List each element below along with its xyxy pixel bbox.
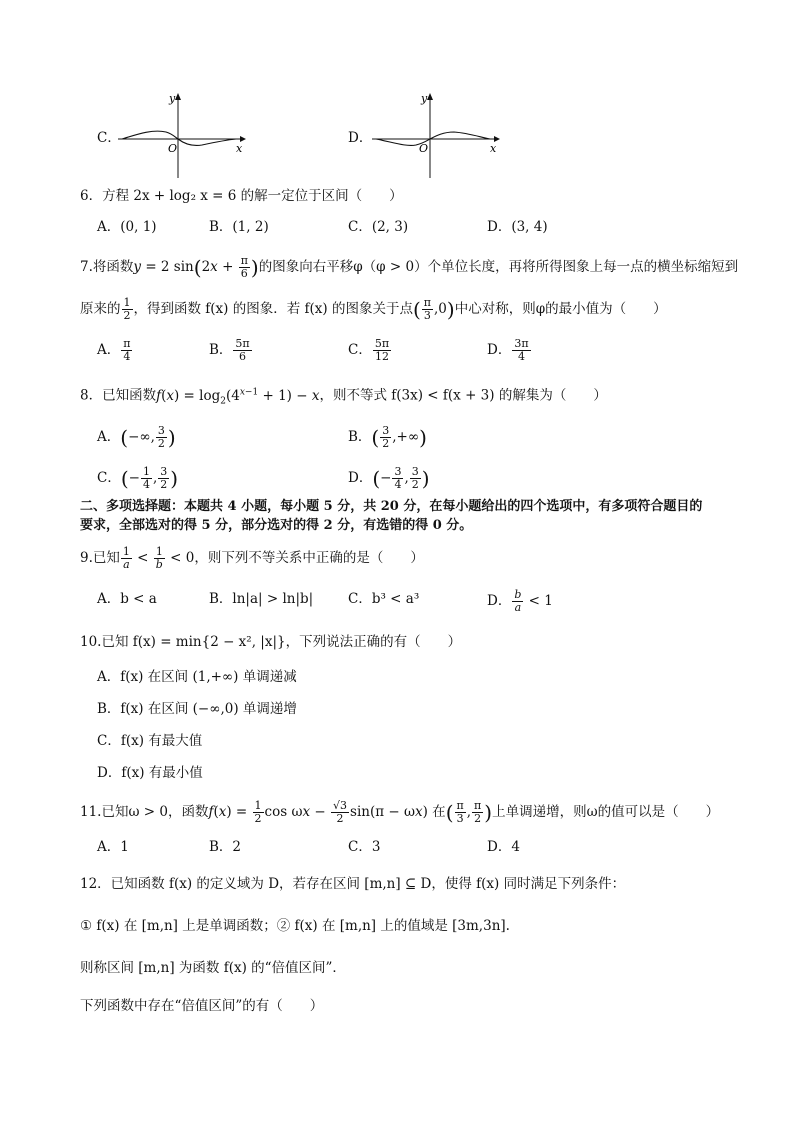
q9-option-c: C．b³ < a³ (348, 591, 420, 607)
q7-option-d: D． $\frac{3\pi}{4}$ (487, 337, 529, 363)
q8-option-d: D．(− $\frac{3}{4}$ , $\frac{3}{2}$ ) (348, 465, 430, 491)
q11-option-c: C．3 (348, 839, 381, 855)
q11-function: f(x) = $\frac{1}{2}$ cos ωx − $\frac{√3}{2}$ sin(π − ωx) 在( $\frac{\pi}{3}$ , $\frac{\pi}{2}$ ) (208, 799, 493, 825)
q7-line1-prefix: 7.将函数 (80, 259, 134, 275)
q10-option-d: D．f(x) 有最小值 (97, 765, 203, 781)
q10-option-c: C．f(x) 有最大值 (97, 733, 203, 749)
q6-option-d: D．(3, 4) (487, 219, 548, 235)
q8-mid: ，则不等式 f(3x) < f(x + 3) 的解集为（ ） (319, 387, 607, 404)
q7-half: $\frac{1}{2}$ (123, 296, 131, 322)
graph-c-x-label: x (236, 142, 243, 155)
q7-option-b: B． $\frac{5\pi}{6}$ (209, 337, 250, 363)
q10-option-b: B．f(x) 在区间 (−∞,0) 单调递增 (97, 701, 297, 717)
q9-prefix: 9.已知 (80, 550, 120, 566)
q6-option-a: A．(0, 1) (97, 219, 157, 235)
section2-header-line2: 要求，全部选对的得 5 分，部分选对的得 2 分，有选错的得 0 分。 (80, 518, 473, 533)
q8-option-b: B．( $\frac{3}{2}$ ,+∞) (348, 424, 427, 450)
q9-condition: $\frac{1}{a}$ < $\frac{1}{b}$ < 0 (122, 545, 195, 571)
graph-d-origin: O (419, 142, 429, 155)
q7-line2-suffix: 中心对称，则φ的最小值为（ ） (454, 301, 667, 317)
q7-point: ( $\frac{\pi}{3}$ ,0) (412, 296, 455, 322)
q11-prefix: 11.已知ω > 0，函数 (80, 804, 209, 820)
q7-line2-mid: ，得到函数 f(x) 的图象．若 f(x) 的图象关于点 (133, 301, 413, 317)
q7-option-a: A． $\frac{\pi}{4}$ (97, 337, 131, 363)
q7-function: y = 2 sin(2x + $\frac{\pi}{6}$ ) (133, 254, 259, 280)
q9-suffix: ，则下列不等关系中正确的是（ ） (194, 550, 424, 566)
q6-stem: 6．方程 2x + log₂ x = 6 的解一定位于区间（ ） (80, 188, 403, 204)
q8-option-a: A．(−∞, $\frac{3}{2}$ ) (97, 424, 176, 450)
graph-d (372, 92, 502, 180)
q8-option-c: C．(− $\frac{1}{4}$ , $\frac{3}{2}$ ) (97, 465, 179, 491)
q6-option-c: C．(2, 3) (348, 219, 409, 235)
q7-line2 (80, 297, 667, 322)
q7-line1-suffix: 的图象向右平移φ（φ > 0）个单位长度，再将所得图象上每一点的横坐标缩短到 (258, 259, 739, 275)
option-c-label: C． (97, 130, 121, 146)
q9-option-b: B．ln|a| > ln|b| (209, 591, 314, 607)
q12-line3: 则称区间 [m,n] 为函数 f(x) 的“倍值区间”． (80, 960, 346, 976)
q7-option-c: C． $\frac{5\pi}{12}$ (348, 337, 390, 363)
q9-option-d: D． $\frac{b}{a}$ < 1 (487, 588, 553, 614)
q7-line2-prefix: 原来的 (80, 301, 121, 317)
q12-line4: 下列函数中存在“倍值区间”的有（ ） (80, 998, 324, 1014)
q11-suffix: 上单调递增，则ω的值可以是（ ） (492, 804, 720, 820)
graph-c (118, 92, 248, 180)
q12-line2: ① f(x) 在 [m,n] 上是单调函数；② f(x) 在 [m,n] 上的值域是 [3m,3n]. (80, 918, 510, 934)
q9-stem (80, 546, 424, 571)
q8-function: $f(x) = \log_2(4^{x-1} + 1) - x$ (156, 387, 320, 407)
graph-d-y-label: y (421, 92, 428, 105)
q8-prefix: 8．已知函数 (80, 387, 157, 404)
option-d-label: D． (348, 130, 373, 146)
q10-stem: 10.已知 f(x) = min{2 − x², |x|}，下列说法正确的有（ ） (80, 634, 462, 650)
q7-line1 (80, 255, 738, 280)
q8-stem (80, 382, 607, 411)
graph-d-x-label: x (490, 142, 497, 155)
section2-header-line1: 二、多项选择题：本题共 4 小题，每小题 5 分，共 20 分，在每小题给出的四个选项中，有多项符合题目的 (80, 499, 703, 514)
graph-c-y-label: y (169, 92, 176, 105)
q11-option-d: D．4 (487, 839, 520, 855)
q6-option-b: B．(1, 2) (209, 219, 269, 235)
graph-c-origin: O (168, 142, 178, 155)
q11-option-b: B．2 (209, 839, 242, 855)
q10-option-a: A．f(x) 在区间 (1,+∞) 单调递减 (97, 669, 297, 685)
q12-line1: 12．已知函数 f(x) 的定义域为 D，若存在区间 [m,n] ⊆ D，使得 f(x) 同时满足下列条件： (80, 876, 626, 892)
q9-option-a: A．b < a (97, 591, 157, 607)
q11-option-a: A．1 (97, 839, 129, 855)
q11-stem (80, 800, 719, 825)
